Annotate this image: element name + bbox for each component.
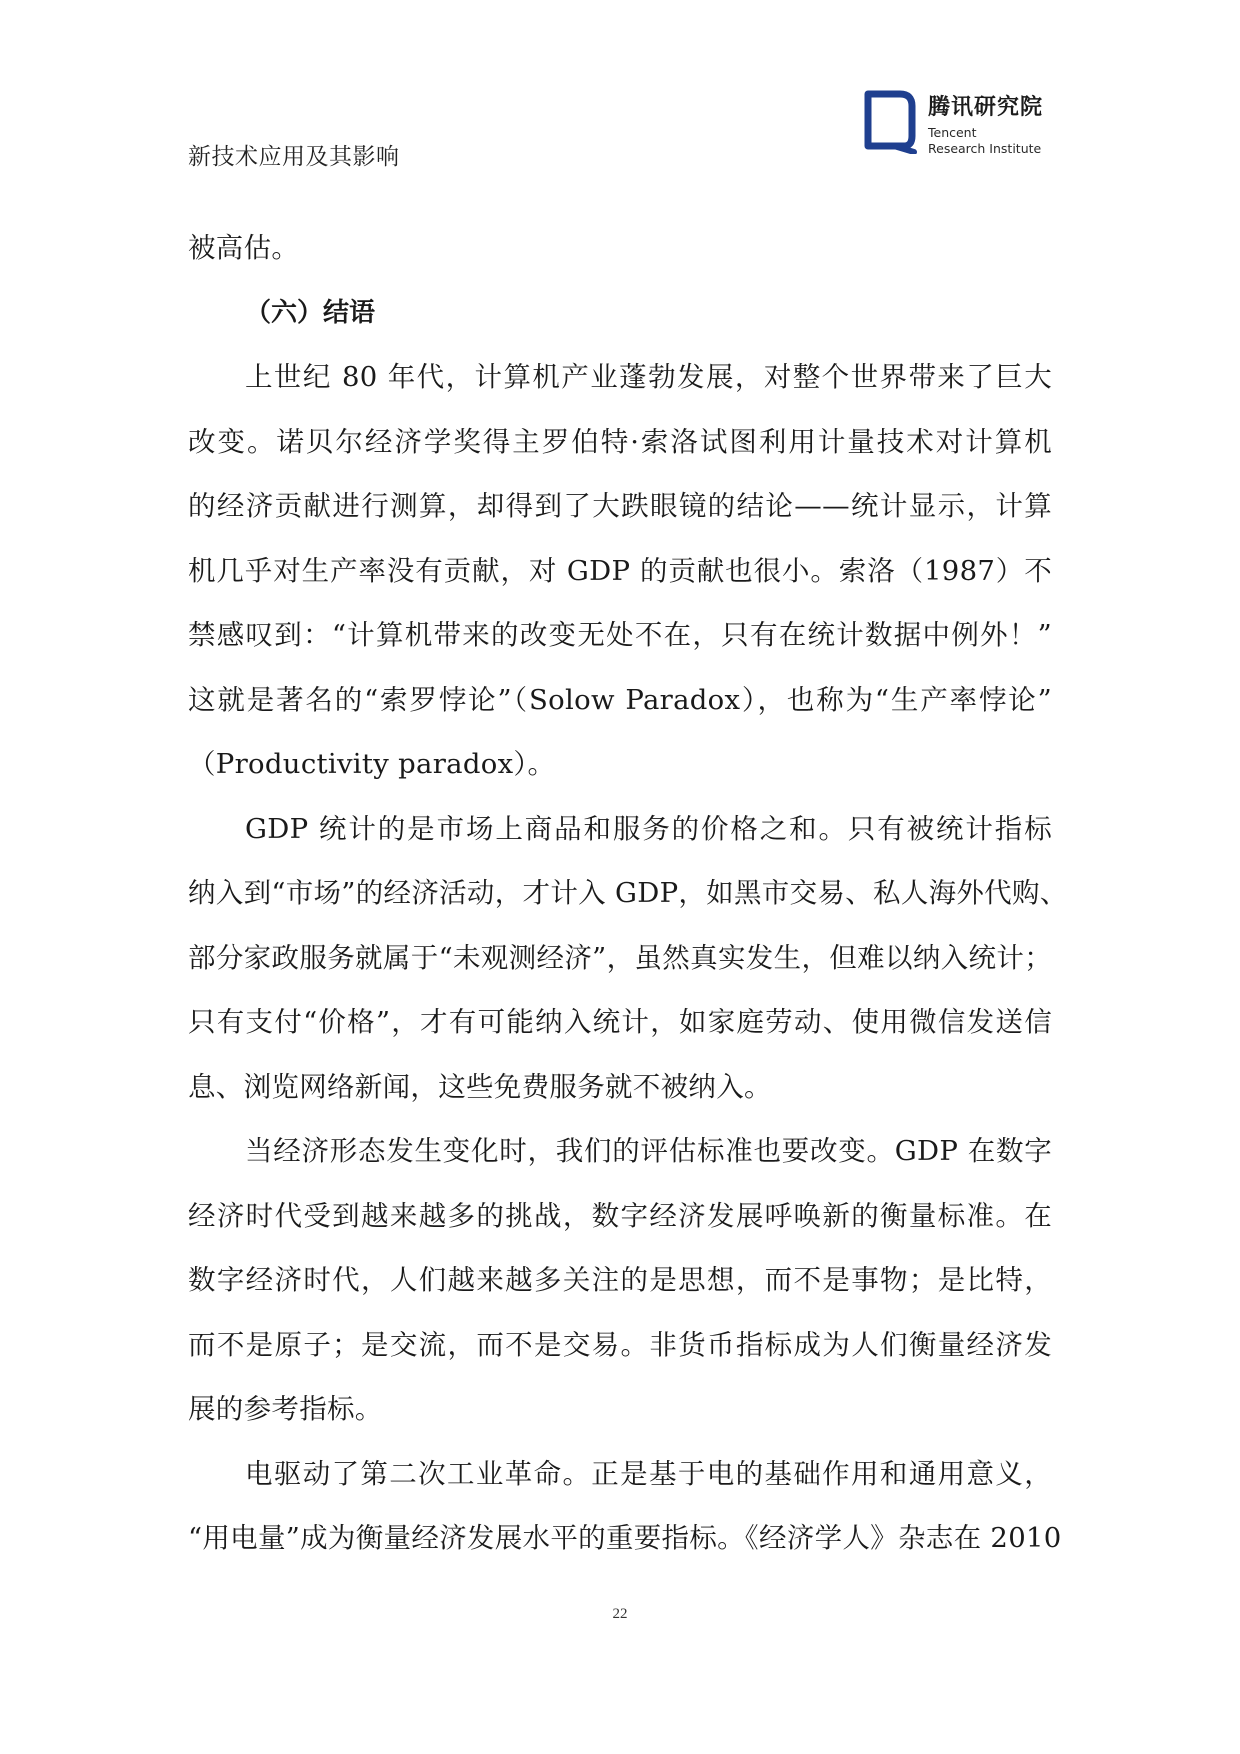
text-line: 数字经济时代，人们越来越多关注的是思想，而不是事物；是比特， (188, 1264, 1052, 1296)
logo-english-line-1: Tencent (928, 125, 977, 140)
text-line: “用电量”成为衡量经济发展水平的重要指标。《经济学人》杂志在 2010 (188, 1522, 1062, 1554)
text-line: 展的参考指标。 (188, 1393, 383, 1425)
text-line: 上世纪 80 年代，计算机产业蓬勃发展，对整个世界带来了巨大 (245, 361, 1052, 393)
logo-chinese-name: 腾讯研究院 (928, 95, 1044, 120)
text-line: GDP 统计的是市场上商品和服务的价格之和。只有被统计指标 (245, 812, 1052, 845)
text-line: 纳入到“市场”的经济活动，才计入 GDP，如黑市交易、私人海外代购、 (188, 877, 1068, 909)
text-line: 经济时代受到越来越多的挑战，数字经济发展呼唤新的衡量标准。在 (188, 1199, 1052, 1232)
text-line: 当经济形态发生变化时，我们的评估标准也要改变。GDP 在数字 (245, 1135, 1052, 1167)
document-title: 新技术应用及其影响 (188, 144, 400, 170)
text-line: 的经济贡献进行测算，却得到了大跌眼镜的结论——统计显示，计算 (188, 490, 1052, 522)
text-line: 息、浏览网络新闻，这些免费服务就不被纳入。 (188, 1070, 772, 1103)
text-line: 改变。诺贝尔经济学奖得主罗伯特·索洛试图利用计量技术对计算机 (188, 425, 1052, 458)
body-text (188, 216, 1068, 1571)
logo-english-line-2: Research Institute (928, 141, 1042, 156)
text-line: 而不是原子；是交流，而不是交易。非货币指标成为人们衡量经济发 (188, 1328, 1052, 1361)
page-number: 22 (612, 1606, 628, 1622)
text-line: 部分家政服务就属于“未观测经济”，虽然真实发生，但难以纳入统计； (188, 941, 1052, 974)
text-line: 禁感叹到：“计算机带来的改变无处不在，只有在统计数据中例外！” (188, 619, 1052, 651)
text-line: 机几乎对生产率没有贡献，对 GDP 的贡献也很小。索洛（1987）不 (188, 554, 1052, 587)
text-line: 这就是著名的“索罗悖论”（Solow Paradox），也称为“生产率悖论” (188, 683, 1052, 716)
text-line: （Productivity paradox）。 (188, 748, 556, 780)
text-line: 只有支付“价格”，才有可能纳入统计，如家庭劳动、使用微信发送信 (188, 1006, 1052, 1038)
tencent-research-logo (860, 88, 1060, 168)
tencent-research-logo-icon (860, 88, 918, 154)
section-heading: （六）结语 (245, 297, 376, 328)
text-line: 电驱动了第二次工业革命。正是基于电的基础作用和通用意义， (245, 1457, 1052, 1490)
text-line: 被高估。 (188, 232, 300, 264)
